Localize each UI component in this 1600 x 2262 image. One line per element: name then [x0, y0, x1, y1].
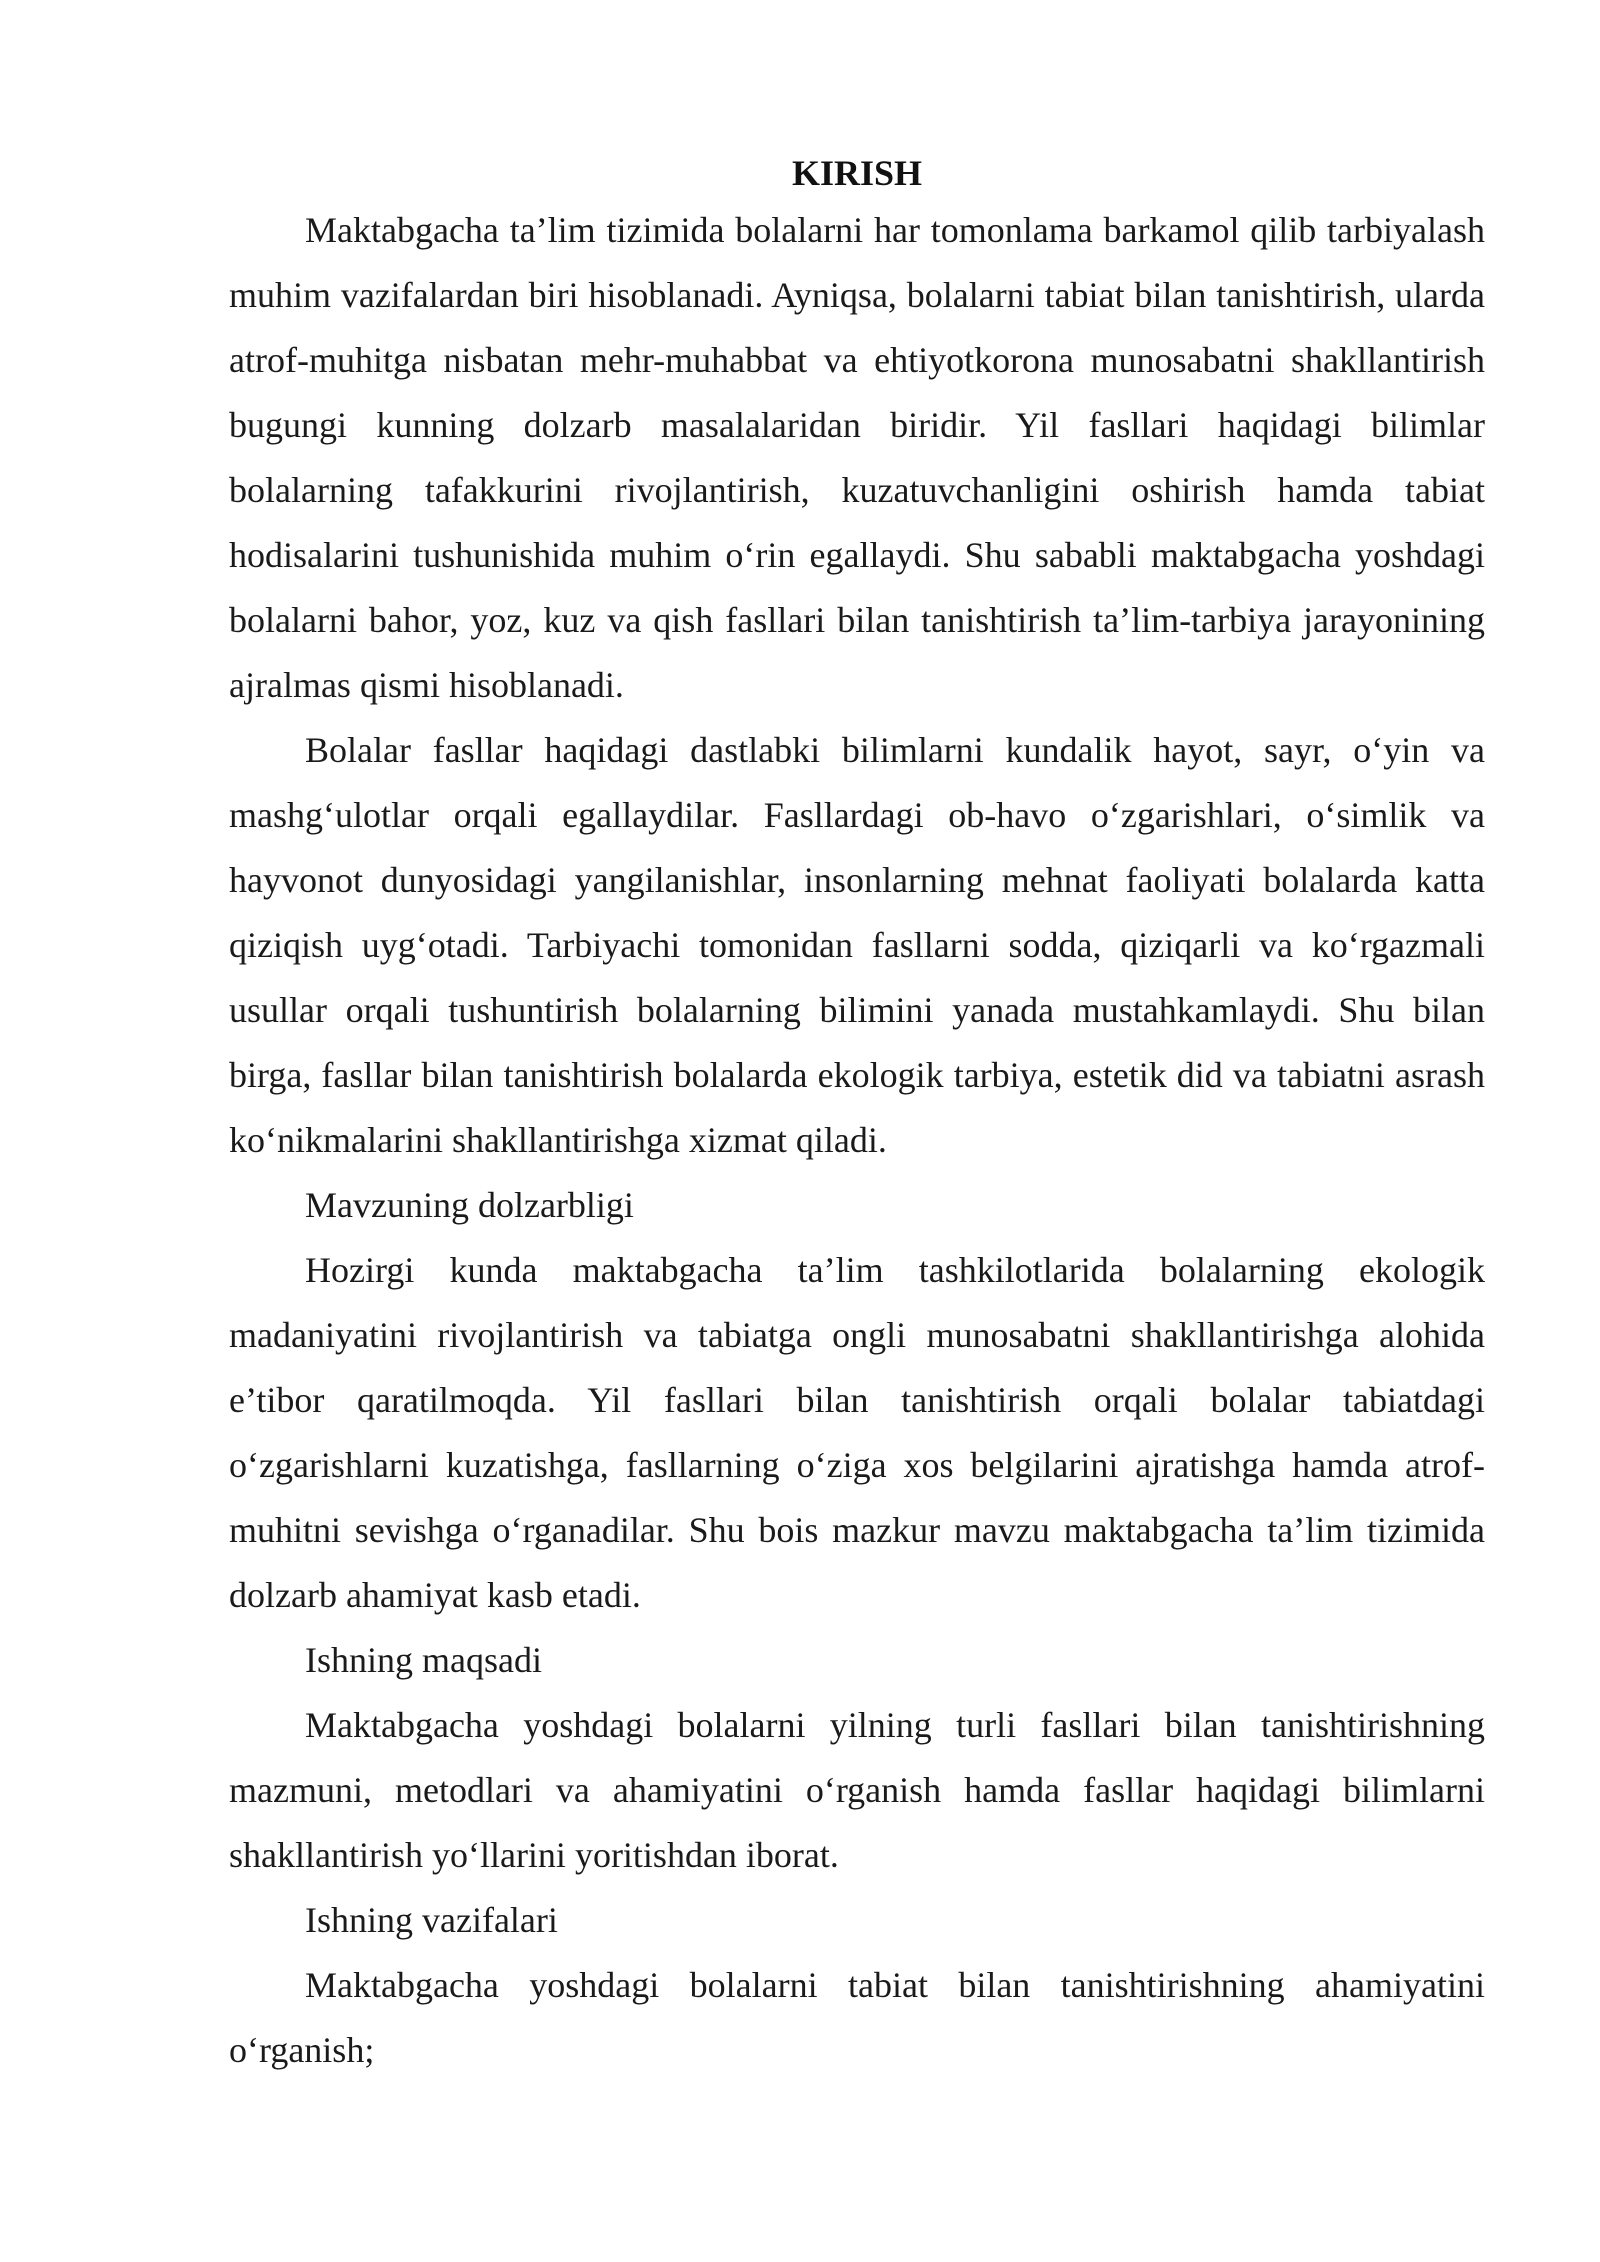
- intro-paragraph-1: Maktabgacha ta’lim tizimida bolalarni har tomonlama barkamol qilib tarbiyalash muhim vazifalardan biri hisoblanadi. Ayniqsa, bolalarni tabiat bilan tanishtirish, ularda atrof-muhitga nisbatan mehr-muhabbat va ehtiyotkorona munosabatni shakllantirish bugungi kunning dolzarb masalalaridan biridir. Yil fasllari haqidagi bilimlar bolalarning tafakkurini rivojlantirish, kuzatuvchanligini oshirish hamda tabiat hodisalarini tushunishida muhim o‘rin egallaydi. Shu sababli maktabgacha yoshdagi bolalarni bahor, yoz, kuz va qish fasllari bilan tanishtirish ta’lim-tarbiya jarayonining ajralmas qismi hisoblanadi.: [229, 210, 1485, 705]
- section-heading-goal: Ishning maqsadi: [305, 1640, 542, 1680]
- page-title: KIRISH: [791, 153, 923, 193]
- document-body: [229, 148, 1485, 2083]
- relevance-paragraph: Hozirgi kunda maktabgacha ta’lim tashkilotlarida bolalarning ekologik madaniyatini rivojlantirish va tabiatga ongli munosabatni shakllantirishga alohida e’tibor qaratilmoqda. Yil fasllari bilan tanishtirish orqali bolalar tabiatdagi o‘zgarishlarni kuzatishga, fasllarning o‘ziga xos belgilarini ajratishga hamda atrof-muhitni sevishga o‘rganadilar. Shu bois mazkur mavzu maktabgacha ta’lim tizimida dolzarb ahamiyat kasb etadi.: [229, 1250, 1485, 1615]
- tasks-paragraph: Maktabgacha yoshdagi bolalarni tabiat bilan tanishtirishning ahamiyatini o‘rganish;: [229, 1965, 1485, 2070]
- goal-paragraph: Maktabgacha yoshdagi bolalarni yilning turli fasllari bilan tanishtirishning mazmuni, metodlari va ahamiyatini o‘rganish hamda fasllar haqidagi bilimlarni shakllantirish yo‘llarini yoritishdan iborat.: [229, 1705, 1485, 1875]
- intro-paragraph-2: Bolalar fasllar haqidagi dastlabki bilimlarni kundalik hayot, sayr, o‘yin va mashg‘ulotlar orqali egallaydilar. Fasllardagi ob-havo o‘zgarishlari, o‘simlik va hayvonot dunyosidagi yangilanishlar, insonlarning mehnat faoliyati bolalarda katta qiziqish uyg‘otadi. Tarbiyachi tomonidan fasllarni sodda, qiziqarli va ko‘rgazmali usullar orqali tushuntirish bolalarning bilimini yanada mustahkamlaydi. Shu bilan birga, fasllar bilan tanishtirish bolalarda ekologik tarbiya, estetik did va tabiatni asrash ko‘nikmalarini shakllantirishga xizmat qiladi.: [229, 730, 1485, 1160]
- section-heading-tasks: Ishning vazifalari: [305, 1900, 558, 1940]
- section-heading-relevance: Mavzuning dolzarbligi: [305, 1185, 634, 1225]
